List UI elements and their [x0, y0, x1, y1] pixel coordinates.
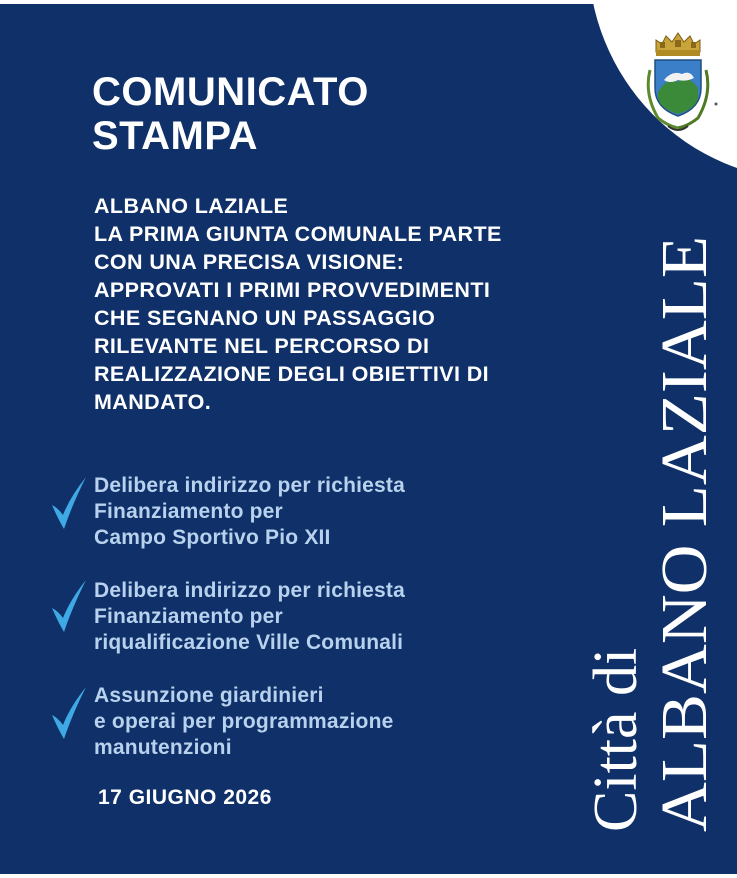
list-item-line: manutenzioni — [94, 736, 232, 759]
checkmark-icon — [50, 475, 88, 535]
list-item-line: Assunzione giardinieri — [94, 684, 324, 707]
list-item-line: Finanziamento per — [94, 605, 283, 628]
list-item-line: Delibera indirizzo per richiesta — [94, 579, 405, 602]
checkmark-icon — [50, 578, 88, 638]
list-item-line: Finanziamento per — [94, 500, 283, 523]
headline-line: APPROVATI I PRIMI PROVVEDIMENTI — [94, 278, 491, 302]
list-item-text — [94, 473, 534, 551]
title-line-1: COMUNICATO — [92, 70, 369, 114]
release-date: 17 GIUGNO 2026 — [98, 786, 272, 809]
list-item-text — [94, 683, 534, 761]
list-item-line: riqualificazione Ville Comunali — [94, 631, 404, 654]
coat-of-arms-icon — [638, 30, 718, 138]
list-item-line: Delibera indirizzo per richiesta — [94, 474, 405, 497]
headline-line: RILEVANTE NEL PERCORSO DI — [94, 334, 430, 358]
bottom-border — [0, 874, 737, 878]
headline-line: CON UNA PRECISA VISIONE: — [94, 250, 405, 274]
list-item-text — [94, 578, 534, 656]
headline-line: CHE SEGNANO UN PASSAGGIO — [94, 306, 436, 330]
headline-line: REALIZZAZIONE DEGLI OBIETTIVI DI — [94, 362, 490, 386]
headline-line: ALBANO LAZIALE — [94, 194, 289, 218]
headline-line: MANDATO. — [94, 390, 212, 414]
list-item-line: Campo Sportivo Pio XII — [94, 526, 331, 549]
list-item-line: e operai per programmazione — [94, 710, 394, 733]
headline-line: LA PRIMA GIUNTA COMUNALE PARTE — [94, 222, 502, 246]
city-vertical-label — [578, 232, 728, 832]
city-label-line-2: ALBANO LAZIALE — [648, 261, 721, 832]
page-title — [92, 70, 369, 158]
headline — [94, 192, 614, 416]
city-label-line-1: Città di — [582, 647, 650, 832]
checkmark-icon — [50, 685, 88, 745]
title-line-2: STAMPA — [92, 114, 258, 158]
